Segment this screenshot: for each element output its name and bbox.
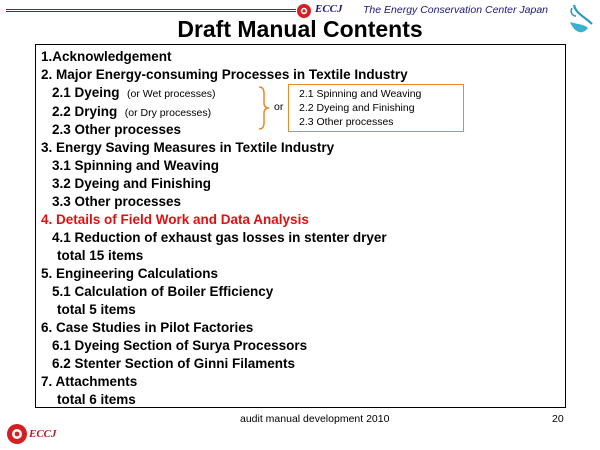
- footer-text: audit manual development 2010: [240, 413, 390, 425]
- toc-item: 6. Case Studies in Pilot Factories: [41, 320, 254, 335]
- toc-item: 2.2 Drying (or Dry processes): [52, 104, 212, 119]
- toc-item: 5. Engineering Calculations: [41, 266, 219, 281]
- toc-item: total 15 items: [57, 248, 144, 263]
- alternative-item: 2.1 Spinning and Weaving: [299, 88, 422, 100]
- toc-item: 1.Acknowledgement: [41, 49, 172, 64]
- or-label: or: [274, 101, 284, 113]
- toc-item: 3. Energy Saving Measures in Textile Industry: [41, 140, 335, 155]
- header-rule: [6, 9, 296, 13]
- eccj-logo-icon: [6, 423, 28, 445]
- toc-item: 4.1 Reduction of exhaust gas losses in stenter dryer: [52, 230, 387, 245]
- header-logo-text: ECCJ: [315, 3, 343, 15]
- toc-item: total 5 items: [57, 302, 136, 317]
- alternative-item: 2.2 Dyeing and Finishing: [299, 102, 415, 114]
- toc-item: total 6 items: [57, 392, 136, 407]
- toc-item: 3.2 Dyeing and Finishing: [52, 176, 212, 191]
- toc-item-note: (or Wet processes): [127, 88, 216, 100]
- curly-brace-icon: [256, 85, 272, 131]
- toc-item-note: (or Dry processes): [124, 107, 212, 119]
- toc-item: 2.1 Dyeing (or Wet processes): [52, 85, 216, 100]
- footer-logo-text: ECCJ: [29, 428, 57, 440]
- toc-item: 6.2 Stenter Section of Ginni Filaments: [52, 356, 296, 371]
- toc-item: 2. Major Energy-consuming Processes in Textile Industry: [41, 67, 408, 82]
- toc-item: 3.3 Other processes: [52, 194, 182, 209]
- toc-item: 2.3 Other processes: [52, 122, 182, 137]
- toc-item: 7. Attachments: [41, 374, 138, 389]
- page-number: 20: [552, 413, 564, 425]
- page-title: Draft Manual Contents: [177, 16, 423, 42]
- alternative-item: 2.3 Other processes: [299, 116, 394, 128]
- toc-item: 6.1 Dyeing Section of Surya Processors: [52, 338, 308, 353]
- toc-item: 5.1 Calculation of Boiler Efficiency: [52, 284, 274, 299]
- alternative-box: [288, 84, 464, 132]
- header-organization: The Energy Conservation Center Japan: [363, 4, 549, 16]
- toc-item-highlighted: 4. Details of Field Work and Data Analysis: [41, 212, 309, 227]
- toc-item: 3.1 Spinning and Weaving: [52, 158, 220, 173]
